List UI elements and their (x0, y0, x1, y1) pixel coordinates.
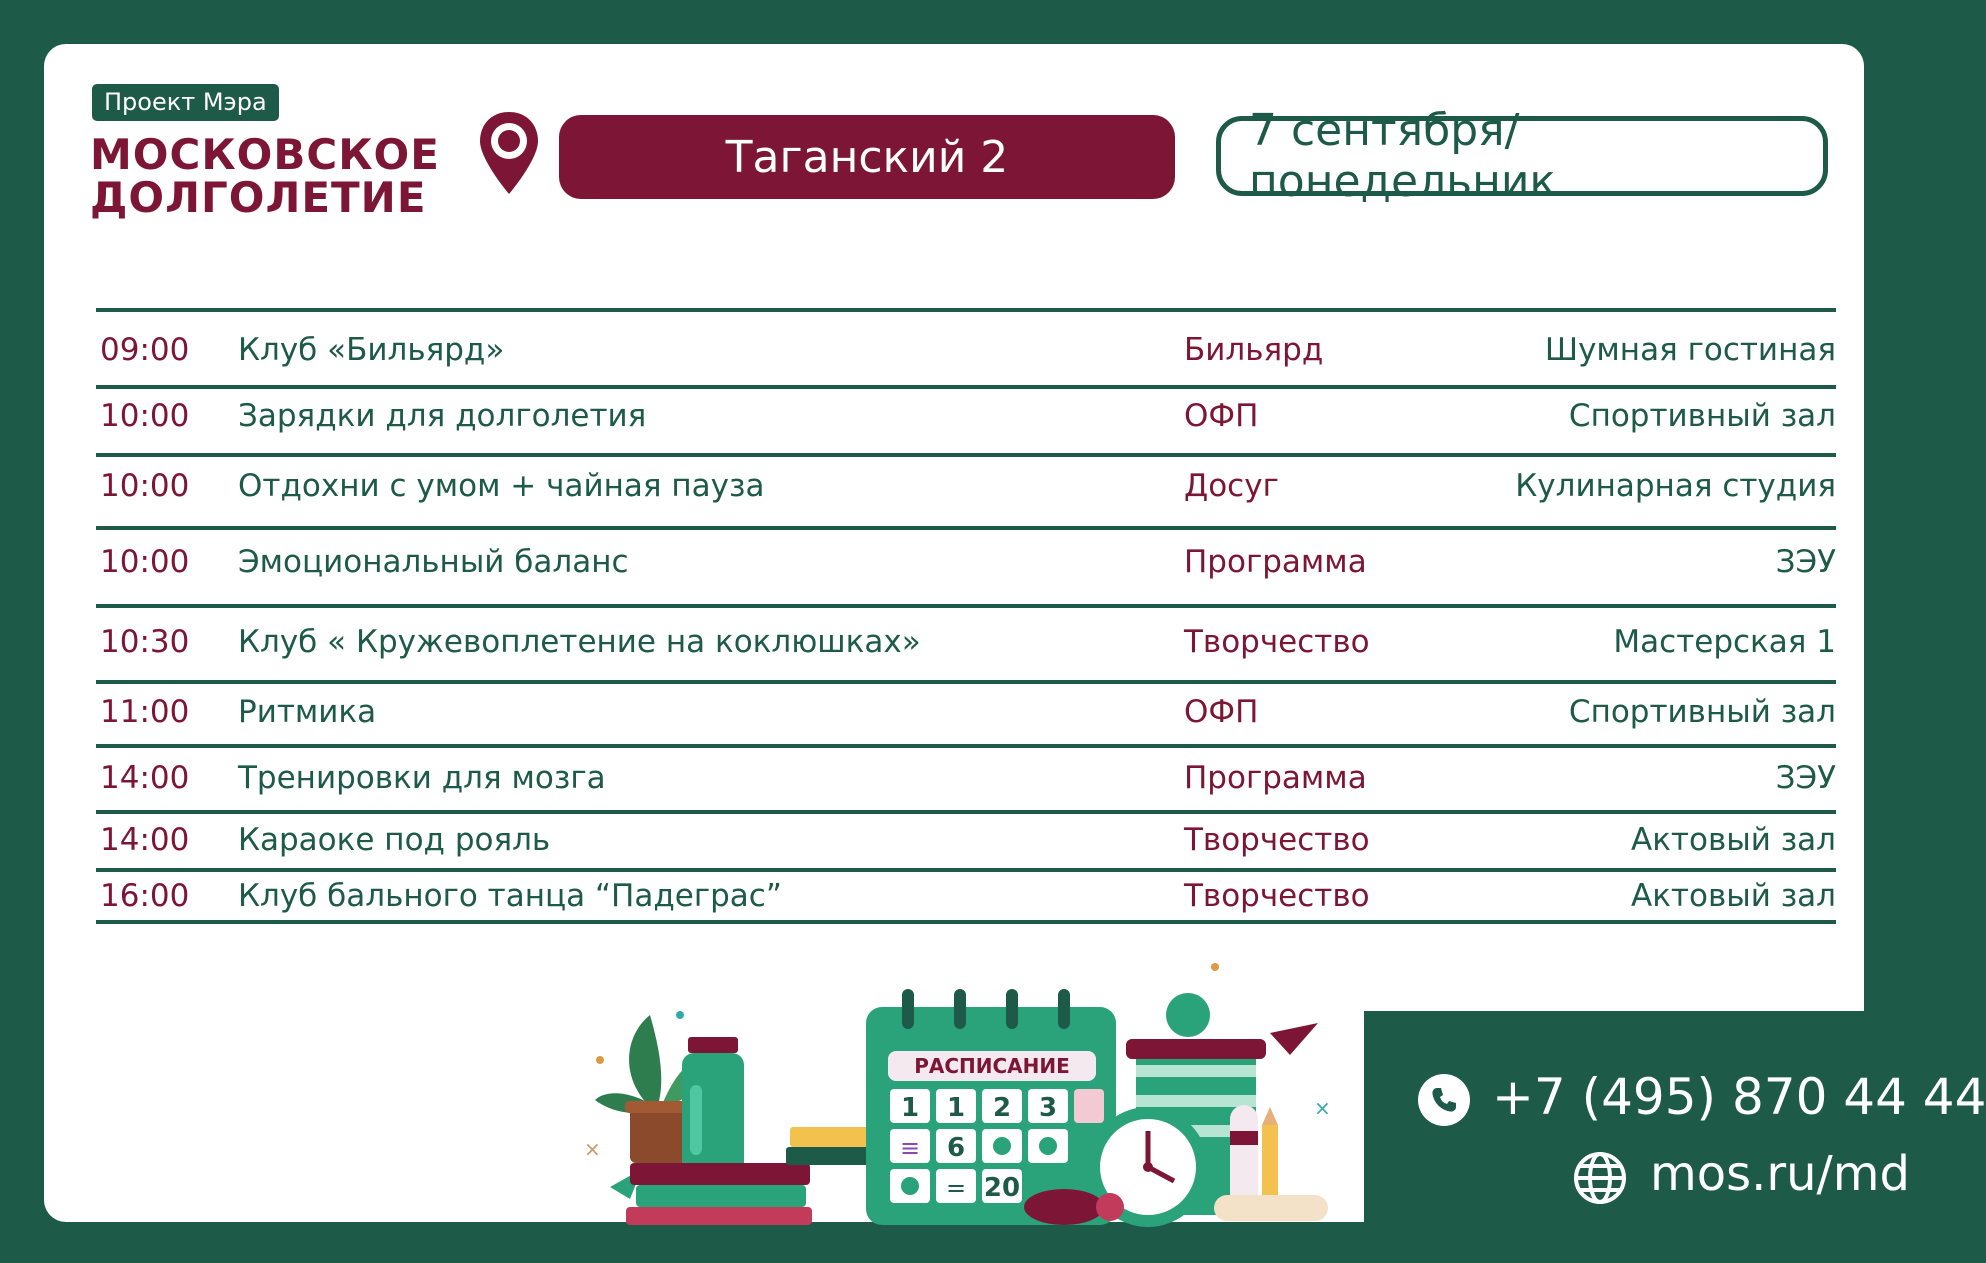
logo-line-1: МОСКОВСКОЕ (90, 130, 440, 179)
event-name: Клуб « Кружевоплетение на коклюшках» (238, 624, 921, 660)
event-time: 10:00 (100, 468, 190, 504)
calendar-number: 6 (946, 1133, 966, 1163)
event-category: Творчество (1184, 624, 1370, 660)
calendar-number: 2 (992, 1093, 1012, 1123)
calendar-banner: РАСПИСАНИЕ (914, 1054, 1070, 1078)
row-divider (96, 308, 1836, 312)
website-link[interactable]: mos.ru/md (1650, 1146, 1910, 1202)
event-time: 16:00 (100, 878, 190, 914)
calendar-number: 3 (1038, 1093, 1058, 1123)
event-name: Тренировки для мозга (238, 760, 606, 796)
event-category: Творчество (1184, 878, 1370, 914)
event-time: 14:00 (100, 760, 190, 796)
globe-icon (1572, 1150, 1628, 1206)
event-category: Досуг (1184, 468, 1279, 504)
calendar-number: 1 (946, 1093, 966, 1123)
location-name: Таганский 2 (725, 131, 1009, 183)
event-time: 10:30 (100, 624, 190, 660)
event-time: 14:00 (100, 822, 190, 858)
row-divider (96, 385, 1836, 389)
svg-text:×: × (584, 1137, 601, 1161)
row-divider (96, 526, 1836, 530)
event-room: Спортивный зал (1568, 398, 1836, 434)
event-room: Кулинарная студия (1515, 468, 1836, 504)
row-divider (96, 920, 1836, 924)
event-room: ЗЭУ (1775, 544, 1836, 580)
row-divider (96, 680, 1836, 684)
event-room: Спортивный зал (1568, 694, 1836, 730)
bottle-icon (682, 1037, 744, 1183)
event-room: Актовый зал (1631, 878, 1836, 914)
phone-icon (1418, 1074, 1470, 1126)
event-name: Отдохни с умом + чайная пауза (238, 468, 765, 504)
event-category: Бильярд (1184, 332, 1324, 368)
date-text: 7 сентября/ понедельник (1249, 105, 1557, 207)
svg-text:≡: ≡ (899, 1134, 921, 1162)
event-category: ОФП (1184, 398, 1259, 434)
calendar-icon (866, 989, 1116, 1225)
phone-number: +7 (495) 870 44 44 (1492, 1068, 1986, 1126)
project-badge: Проект Мэра (92, 84, 279, 121)
event-name: Эмоциональный баланс (238, 544, 629, 580)
event-category: ОФП (1184, 694, 1259, 730)
location-pin-icon (476, 108, 542, 200)
schedule-illustration (570, 955, 1350, 1225)
svg-text:=: = (945, 1174, 967, 1202)
event-name: Клуб бального танца “Падеграс” (238, 878, 782, 914)
svg-text:×: × (1314, 1096, 1331, 1120)
event-room: Актовый зал (1631, 822, 1836, 858)
event-category: Программа (1184, 544, 1367, 580)
event-room: Мастерская 1 (1613, 624, 1836, 660)
row-divider (96, 744, 1836, 748)
date-pill (1216, 105, 1828, 207)
event-category: Программа (1184, 760, 1367, 796)
event-time: 10:00 (100, 398, 190, 434)
calendar-number: 20 (983, 1173, 1021, 1203)
pencil-icon (1214, 1105, 1328, 1221)
event-time: 10:00 (100, 544, 190, 580)
row-divider (96, 453, 1836, 457)
event-name: Зарядки для долголетия (238, 398, 647, 434)
event-room: ЗЭУ (1775, 760, 1836, 796)
calendar-number: 1 (900, 1093, 920, 1123)
event-time: 11:00 (100, 694, 190, 730)
event-time: 09:00 (100, 332, 190, 368)
row-divider (96, 604, 1836, 608)
row-divider (96, 868, 1836, 872)
event-name: Ритмика (238, 694, 377, 730)
row-divider (96, 810, 1836, 814)
event-category: Творчество (1184, 822, 1370, 858)
logo-line-2: ДОЛГОЛЕТИЕ (90, 173, 427, 222)
event-name: Клуб «Бильярд» (238, 332, 505, 368)
event-room: Шумная гостиная (1544, 332, 1836, 368)
event-name: Караоке под рояль (238, 822, 551, 858)
location-pill (559, 115, 1175, 199)
